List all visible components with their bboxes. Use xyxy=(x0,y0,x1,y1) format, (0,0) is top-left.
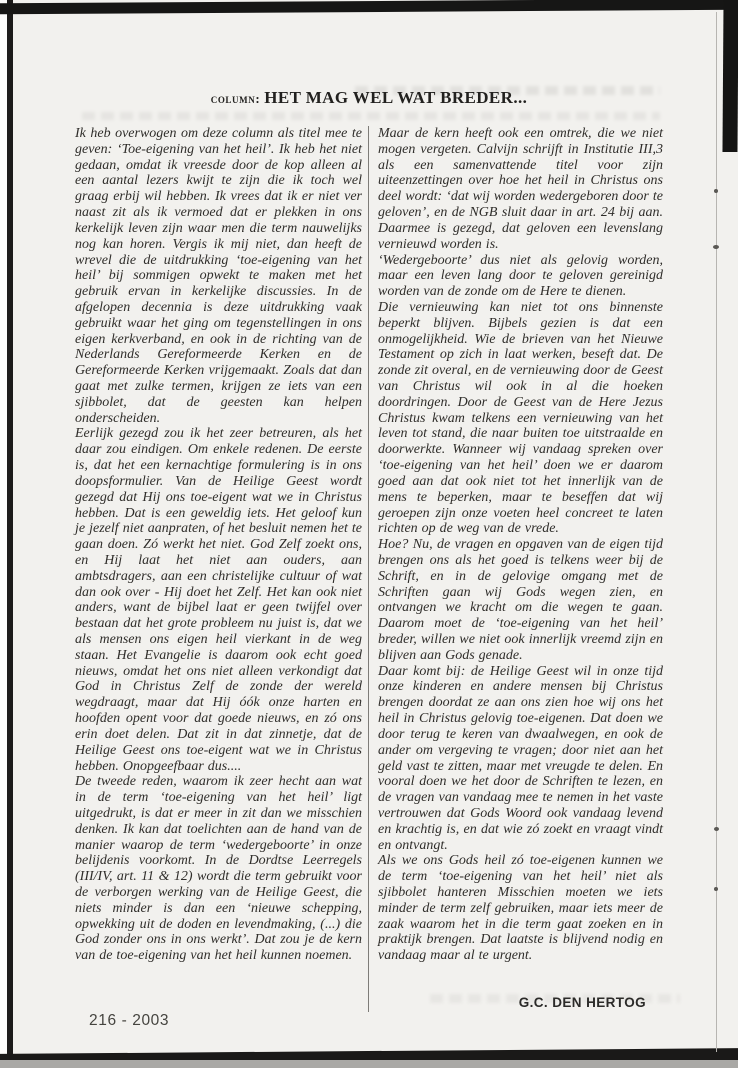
right-column xyxy=(378,126,663,1014)
paragraph: Hoe? Nu, de vragen en opgaven van de eigen tijd brengen ons als het goed is telkens weer bij de Schrift, en in de gelovige omgang met de Schriften gaan wij Gods wegen zien, en ontvangen we kracht om die wegen te gaan. Daarom moet de ‘toe-eigening van het heil’ breder, willen we niet ook innerlijk vreemd zijn en blijven aan Gods genade. xyxy=(378,537,663,663)
scan-edge-bottom-gray xyxy=(0,1060,738,1068)
paragraph: ‘Wedergeboorte’ dus niet als gelovig worden, maar een leven lang door te geloven gereinigd worden van de zonde om de Here te dienen. xyxy=(378,252,663,300)
column-kicker: column: xyxy=(210,91,261,106)
scan-speck xyxy=(714,887,718,891)
page-number: 216 - 2003 xyxy=(89,1012,170,1029)
paragraph: Die vernieuwing kan niet tot ons binnenste beperkt blijven. Bijbels gezien is dat een onmogelijkheid. Wie de brieven van het Nieuwe Testament op zich in laat werken, beseft dat. De zonde zit overal, en de vernieuwing door de Geest van Christus wil ook in al die hoeken doordringen. Door de Geest van de Here Jezus Christus kwam telkens een vernieuwing van het leven tot stand, die naar buiten toe uitstraalde en doorwerkte. Wanneer wij vandaag spreken over ‘toe-eigening van het heil’ doen we er daarom goed aan dat ook niet tot het innerlijk van de mens te beperken, maar te beseffen dat wij geroepen zijn onze voeten heel concreet te laten richten op de weg van de vrede. xyxy=(378,299,663,537)
scan-speck xyxy=(714,189,718,193)
scan-speck xyxy=(713,245,719,249)
show-through-text xyxy=(82,112,660,120)
author-signature: G.C. DEN HERTOG xyxy=(518,995,646,1010)
paragraph: Daar komt bij: de Heilige Geest wil in onze tijd onze kinderen en andere mensen bij Christus brengen doordat ze aan ons zien hoe wij ons het heil in Christus gelovig toe-eigenen. Dat doen we door terug te keren van dwaalwegen, en ook de ander om vergeving te vragen; door niet aan het geld vast te zitten, maar met vreugde te delen. En vooral doen we het door de Schriften te lezen, en de vragen van vandaag mee te nemen in het vaste vertrouwen dat Gods Woord ook vandaag levend en krachtig is, en dat wie zó zoekt en vraagt vindt en ontvangt. xyxy=(378,663,663,853)
scan-border-right-top xyxy=(722,0,738,152)
paragraph: Als we ons Gods heil zó toe-eigenen kunnen we de term ‘toe-eigening van het heil’ niet als sjibbolet hanteren Misschien moeten we iets minder de term zelf gebruiken, maar iets meer de zaak waarom het in die term gaat zoeken en in praktijk brengen. Dat laatste is blijvend nodig en vandaag maar al te urgent. xyxy=(378,853,663,964)
column-title: HET MAG WEL WAT BREDER... xyxy=(264,88,528,107)
paragraph: Maar de kern heeft ook een omtrek, die we niet mogen vergeten. Calvijn schrijft in Institutie III,3 als een samenvattende titel voor zijn uiteenzettingen over hoe het heil in Christus ons deel wordt: ‘dat wij worden wedergeboren door te geloven’, en de NGB sluit daar in art. 24 bij aan. Daarmee is gezegd, dat geloven een levenslang vernieuwd worden is. xyxy=(378,126,663,252)
paragraph: Ik heb overwogen om deze column als titel mee te geven: ‘Toe-eigening van het heil’. Ik heb het niet gedaan, omdat ik vreesde door de kop alleen al een aantal lezers kwijt te zijn die ik toch wel graag erbij wil hebben. Ik vrees dat ik er niet ver naast zit als ik vermoed dat er plekken in ons kerkelijk leven zijn waar men die term nauwelijks nog kan horen. Vergis ik mij niet, dan heeft de wrevel die de uitdrukking ‘toe-eigening van het heil’ bij sommigen opwekt te maken met het gebruik ervan in kerkelijke discussies. In de afgelopen decennia is deze uitdrukking vaak gebruikt waar het ging om tegenstellingen in ons eigen kerkverband, en ook in de richting van de Nederlands Gereformeerde Kerken en de Gereformeerde Kerken vrijgemaakt. Zoals dat dan gaat met zulke termen, krijgen ze iets van een sjibbolet, dat de geesten kan helpen onderscheiden. xyxy=(75,126,362,426)
paragraph: Eerlijk gezegd zou ik het zeer betreuren, als het daar zou eindigen. Om enkele redenen. De eerste is, dat het een kernachtige formulering is in ons doopsformulier. Van de Heilige Geest wordt gezegd dat Hij ons toe-eigent wat we in Christus hebben. Dat is een geweldig iets. Het geloof kun je jezelf niet aanpraten, of het besluit nemen het te gaan doen. Zó werkt het niet. God Zelf zoekt ons, en Hij laat het niet aan ouders, aan ambtsdragers, aan een christelijke cultuur of wat dan ook over - Hij doet het Zelf. Het kan ook niet anders, want de bijbel laat er geen twijfel over bestaan dat het grote probleem nu juist is, dat we als mensen ons eigen heil vierkant in de weg staan. Het Evangelie is daarom ook echt goed nieuws, omdat het ons niet alleen verkondigt dat God in Christus Zelf de zonde der wereld wegdraagt, maar dat Hij óók onze harten en hoofden opent voor dat goede nieuws, en zó ons erin doet delen. Dat zit in dat zinnetje, dat de Heilige Geest ons toe-eigent wat we in Christus hebben. Onopgeefbaar dus.... xyxy=(75,426,362,774)
scan-border-left xyxy=(7,0,13,1068)
page-edge-line xyxy=(716,12,717,1052)
scan-speck xyxy=(714,827,719,831)
scan-edge-left-white xyxy=(0,0,7,1068)
column-divider-rule xyxy=(368,126,369,1012)
paragraph: De tweede reden, waarom ik zeer hecht aan wat in de term ‘toe-eigening van het heil’ ligt uitgedrukt, is dat er meer in zit dan we misschien denken. Ik kan dat toelichten aan de hand van de manier waarop de term ‘wedergeboorte’ in onze belijdenis voorkomt. In de Dordtse Leerregels (III/IV, art. 11 & 12) wordt die term gebruikt voor de verborgen werking van de Heilige Geest, die niets minder is dan een ‘nieuwe schepping, opwekking uit de doden en levendmaking, (...) die God zonder ons in ons werkt’. Dat zou je de kern van de toe-eigening van het heil kunnen noemen. xyxy=(75,774,362,964)
text-columns xyxy=(75,126,663,1014)
page-title xyxy=(75,88,663,108)
left-column xyxy=(75,126,362,1014)
scan-border-top xyxy=(0,0,738,14)
